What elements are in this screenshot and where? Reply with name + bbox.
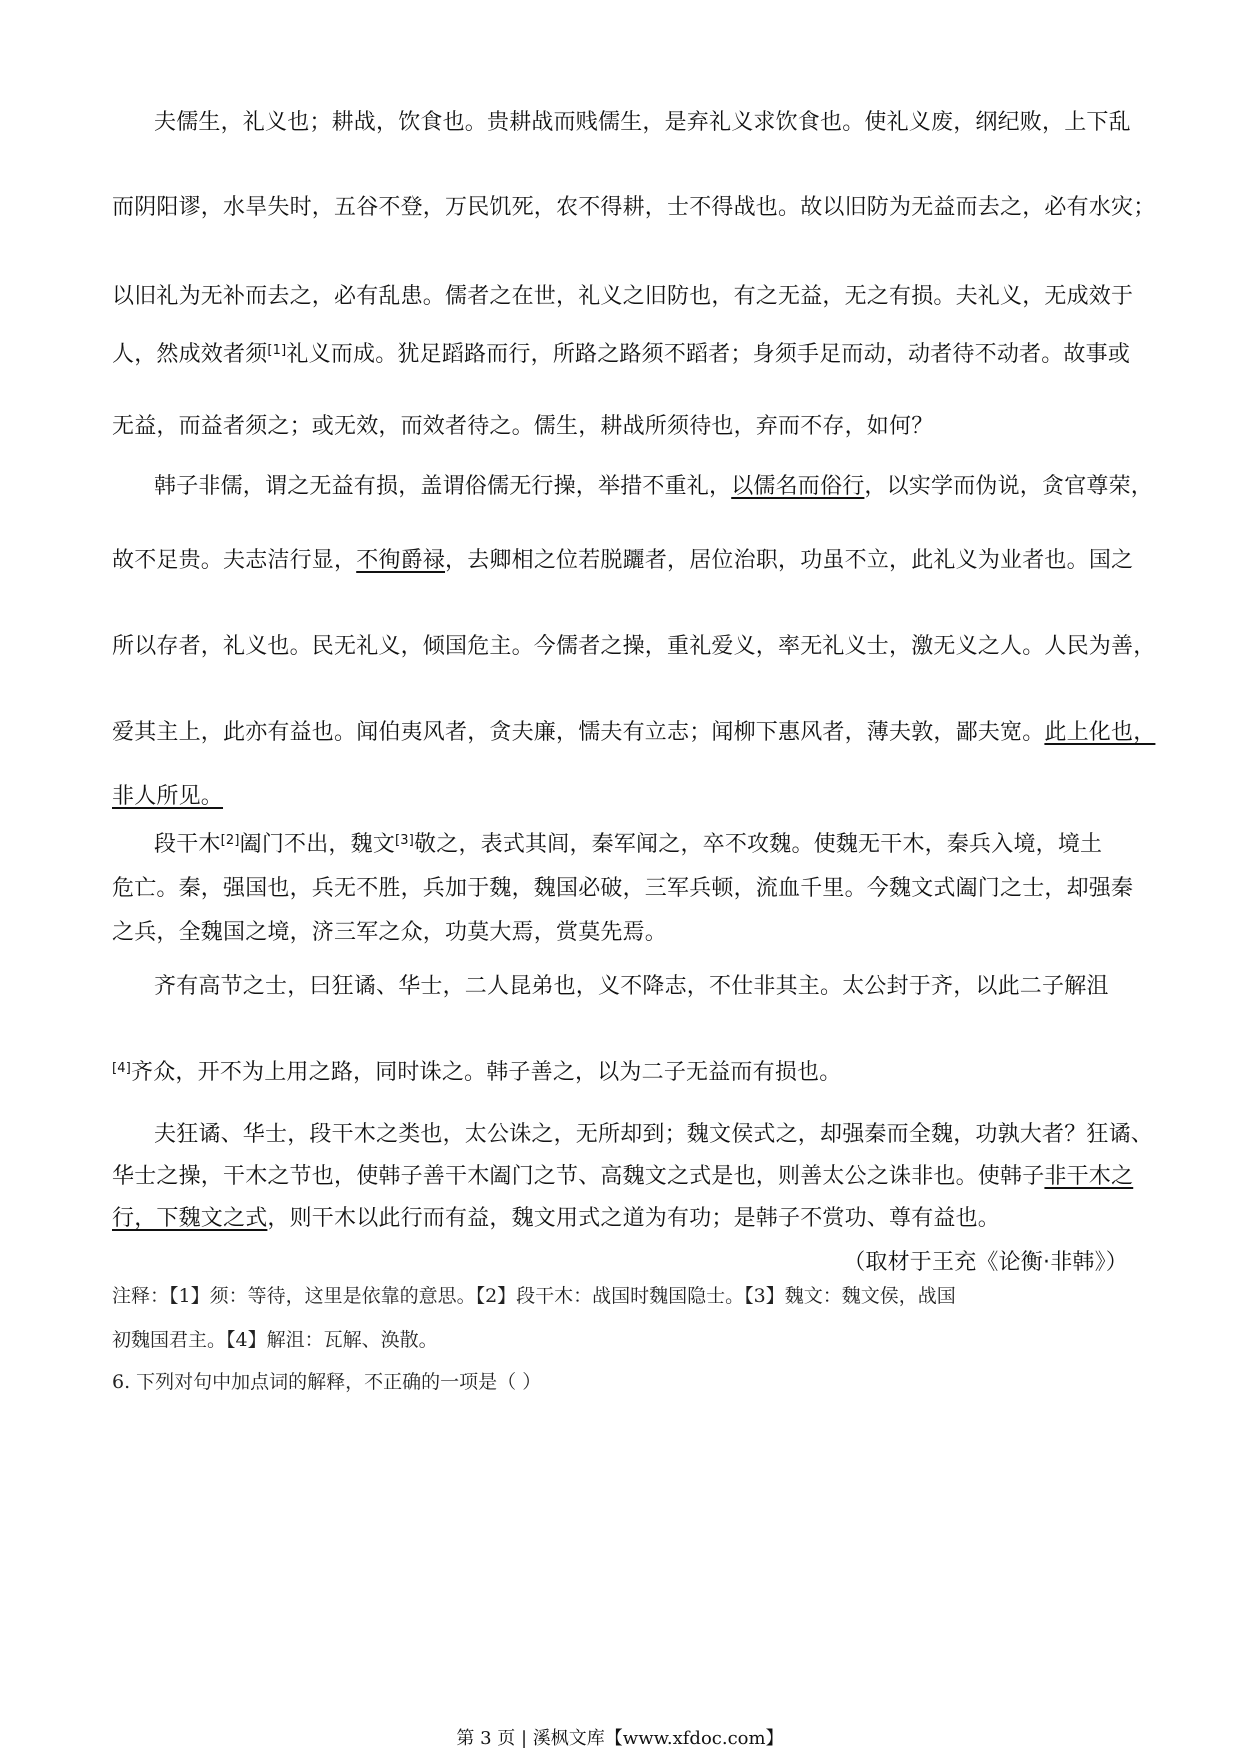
page-footer: 第 3 页 | 溪枫文库【www.xfdoc.com】 [456, 1728, 784, 1749]
notes-line-2: 初魏国君主。【4】解沮：瓦解、涣散。 [112, 1329, 438, 1351]
footnote-mark-3: [3] [395, 833, 415, 848]
underlined-phrase-4-cont: 行，下魏文之式 [112, 1206, 268, 1231]
p1-line-5: 无益，而益者须之；或无效，而效者待之。儒生，耕战所须待也，弃而不存，如何？ [112, 414, 934, 439]
p2-line-2 [112, 546, 1142, 576]
p2-line-1 [154, 472, 1184, 502]
source-citation: （取材于王充《论衡·非韩》） [843, 1250, 1128, 1275]
p5-line-2-a: 华士之操，干木之节也，使韩子善干木阖门之节、高魏文之式是也，则善太公之诛非也。使韩子 [112, 1164, 1045, 1189]
underlined-phrase-4: 非干木之 [1044, 1164, 1134, 1189]
p1-line-1: 夫儒生，礼义也；耕战，饮食也。贵耕战而贱儒生，是弃礼义求饮食也。使礼义废，纲纪败，上下乱 [154, 110, 1131, 135]
p3-line-1-a: 段干木 [154, 832, 221, 857]
p1-line-4-b: 礼义而成。犹足蹈路而行，所路之路须不蹈者；身须手足而动，动者待不动者。故事或 [286, 342, 1131, 367]
notes-line-1: 注释：【1】须：等待，这里是依靠的意思。【2】段干木：战国时魏国隐士。【3】魏文：魏文侯，战国 [112, 1285, 956, 1307]
p2-line-3: 所以存者，礼义也。民无礼义，倾国危主。今儒者之操，重礼爱义，率无礼义士，激无义之人。人民为善， [112, 634, 1156, 659]
p3-line-1-c: 敬之，表式其闾，秦军闻之，卒不攻魏。使魏无干木，秦兵入境，境土 [414, 832, 1103, 857]
p1-line-2: 而阴阳谬，水旱失时，五谷不登，万民饥死，农不得耕，士不得战也。故以旧防为无益而去之，必有水灾； [112, 195, 1156, 220]
p1-line-4-a: 人，然成效者须 [112, 342, 268, 367]
p2-line-5 [112, 782, 1142, 812]
p1-line-4 [112, 340, 1142, 370]
p3-line-1-b: 阖门不出，魏文 [239, 832, 396, 857]
p3-line-2: 危亡。秦，强国也，兵无不胜，兵加于魏，魏国必破，三军兵顿，流血千里。今魏文式阖门之士，却强秦 [112, 876, 1134, 901]
underlined-phrase-3-cont: 非人所见。 [112, 784, 224, 809]
p2-line-4-a: 爱其主上，此亦有益也。闻伯夷风者，贪夫廉，懦夫有立志；闻柳下惠风者，薄夫敦，鄙夫宽。 [112, 720, 1045, 745]
p4-line-2-text: 齐众，开不为上用之路，同时诛之。韩子善之，以为二子无益而有损也。 [131, 1060, 842, 1085]
p1-line-3: 以旧礼为无补而去之，必有乱患。儒者之在世，礼义之旧防也，有之无益，无之有损。夫礼义，无成效于 [112, 284, 1134, 309]
p2-line-2-a: 故不足贵。夫志洁行显， [112, 548, 357, 573]
p2-line-1-b: ，以实学而伪说，贪官尊荣， [864, 474, 1154, 499]
question-6: 6. 下列对句中加点词的解释，不正确的一项是（ ） [112, 1371, 542, 1393]
footnote-mark-2: [2] [220, 833, 240, 848]
footnote-mark-1: [1] [267, 343, 287, 358]
p2-line-2-b: ，去卿相之位若脱躧者，居位治职，功虽不立，此礼义为业者也。国之 [445, 548, 1134, 573]
p5-line-2 [112, 1162, 1142, 1192]
p3-line-3: 之兵，全魏国之境，济三军之众，功莫大焉，赏莫先焉。 [112, 920, 668, 945]
p4-line-2 [112, 1058, 1142, 1088]
underlined-phrase-1: 以儒名而俗行 [731, 474, 865, 499]
underlined-phrase-2: 不徇爵禄 [356, 548, 446, 573]
p2-line-4 [112, 718, 1156, 748]
footnote-mark-4: [4] [112, 1061, 132, 1076]
p4-line-1: 齐有高节之士，曰狂谲、华士，二人昆弟也，义不降志，不仕非其主。太公封于齐，以此二子解沮 [154, 974, 1109, 999]
p2-line-1-a: 韩子非儒，谓之无益有损，盖谓俗儒无行操，举措不重礼， [154, 474, 732, 499]
p3-line-1 [154, 830, 1184, 860]
underlined-phrase-3: 此上化也， [1044, 720, 1156, 745]
p5-line-3 [112, 1204, 1142, 1234]
p5-line-1: 夫狂谲、华士，段干木之类也，太公诛之，无所却到；魏文侯式之，却强秦而全魏，功孰大者？狂谲、 [154, 1122, 1154, 1147]
p5-line-3-b: ，则干木以此行而有益，魏文用式之道为有功；是韩子不赏功、尊有益也。 [267, 1206, 1001, 1231]
